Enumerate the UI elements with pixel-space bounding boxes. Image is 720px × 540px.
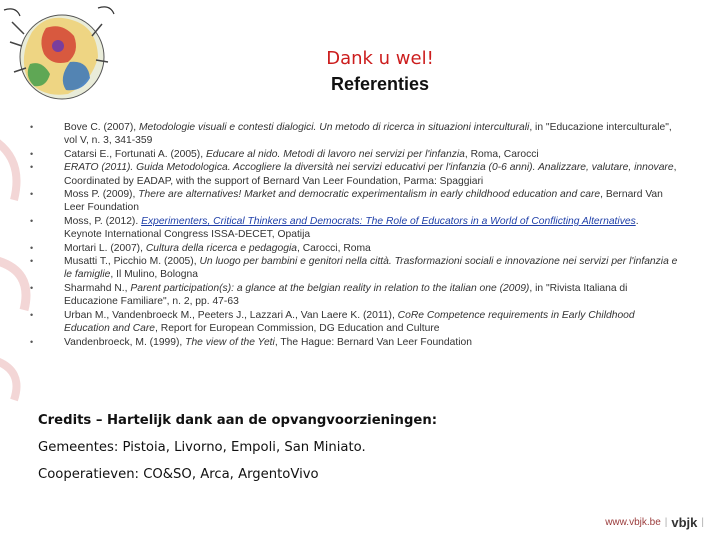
- footer-brand-logo: vbjk: [671, 515, 698, 530]
- bullet-icon: •: [30, 162, 34, 173]
- bullet-icon: •: [30, 282, 34, 293]
- colorful-logo-image: [2, 2, 120, 112]
- bullet-icon: •: [30, 256, 34, 267]
- reference-item: [30, 309, 678, 336]
- reference-details: , Roma, Carocci: [464, 148, 539, 160]
- reference-title: Parent participation(s): a glance at the belgian reality in relation to the italian one (2009): [130, 282, 530, 294]
- credits-section: [38, 412, 638, 493]
- bullet-icon: •: [30, 148, 34, 159]
- slide-subtitle-references: Referenties: [330, 74, 430, 94]
- reference-title: Metodologie visuali e contesti dialogici. Un metodo di ricerca in situazioni interculturali: [138, 122, 530, 133]
- reference-details: . Keynote International Congress ISSA-DECET, Opatija: [64, 215, 639, 241]
- reference-details: , Report for European Commission, DG Education and Culture: [155, 323, 440, 335]
- reference-details: , Il Mulino, Bologna: [110, 269, 198, 281]
- bullet-icon: •: [30, 336, 34, 347]
- reference-details: , in "Educazione interculturale", vol V, n. 3, 341-359: [64, 122, 672, 147]
- reference-item: [30, 121, 678, 148]
- reference-details: , The Hague: Bernard Van Leer Foundation: [274, 336, 472, 348]
- reference-item: [30, 282, 678, 309]
- reference-link[interactable]: Experimenters, Critical Thinkers and Democrats: The Role of Educators in a World of Conflicting Alternatives: [141, 215, 636, 227]
- reference-item: [30, 242, 678, 255]
- reference-title: Un luogo per bambini e genitori nella città. Trasformazioni sociali e innovazione nei servizi per l'infanzia e le famiglie: [64, 256, 678, 281]
- reference-authors: Vandenbroeck, M. (1999),: [64, 336, 186, 348]
- reference-authors: Sharmahd N.,: [64, 282, 131, 294]
- reference-authors: Mortari L. (2007),: [64, 242, 146, 254]
- reference-authors: Musatti T., Picchio M. (2005),: [64, 256, 200, 268]
- credits-municipalities: Gemeentes: Pistoia, Livorno, Empoli, San Miniato.: [38, 440, 366, 455]
- bullet-icon: •: [30, 189, 34, 200]
- reference-item: [30, 148, 678, 161]
- reference-details: , Carocci, Roma: [296, 242, 371, 254]
- references-list: [30, 121, 678, 349]
- reference-title: ERATO (2011). Guida Metodologica. Accogliere la diversità nei servizi educativi per l'infanzia (0-6 anni). Analizzare, valutare, innovare: [64, 162, 674, 174]
- reference-details: , Bernard Van Leer Foundation: [64, 189, 663, 214]
- reference-title: CoRe Competence requirements in Early Childhood Education and Care: [64, 309, 635, 335]
- reference-item: [30, 215, 678, 242]
- footer-separator: |: [664, 517, 668, 528]
- reference-title: There are alternatives! Market and democratic experimentalism in early childhood education and care: [138, 189, 601, 201]
- reference-item: [30, 161, 678, 188]
- footer-branding: [605, 515, 704, 530]
- reference-title: Educare al nido. Metodi di lavoro nei servizi per l'infanzia: [205, 148, 465, 160]
- credits-heading: Credits – Hartelijk dank aan de opvangvoorzieningen:: [38, 413, 437, 428]
- reference-item: [30, 255, 678, 282]
- bullet-icon: •: [30, 215, 34, 226]
- reference-authors: Urban M., Vandenbroeck M., Peeters J., Lazzari A., Van Laere K. (2011),: [64, 309, 398, 321]
- footer-separator: |: [701, 517, 704, 528]
- reference-title: The view of the Yeti: [185, 336, 275, 348]
- reference-details: , Coordinated by EADAP, with the support of Bernard Van Leer Foundation, Parma: Spaggiari: [64, 162, 677, 187]
- credits-cooperatives: Cooperatieven: CO&SO, Arca, ArgentoVivo: [38, 467, 319, 482]
- reference-authors: Moss P. (2009),: [64, 189, 139, 201]
- bullet-icon: •: [30, 309, 34, 320]
- reference-item: [30, 188, 678, 215]
- reference-authors: Bove C. (2007),: [64, 122, 139, 133]
- bullet-icon: •: [30, 242, 34, 253]
- reference-title: Cultura della ricerca e pedagogia: [145, 242, 297, 254]
- footer-url[interactable]: www.vbjk.be: [605, 517, 661, 528]
- reference-item: [30, 336, 678, 349]
- reference-authors: Moss, P. (2012).: [64, 215, 142, 227]
- reference-details: , in "Rivista Italiana di Educazione Familiare", n. 2, pp. 47-63: [64, 282, 628, 308]
- reference-authors: Catarsi E., Fortunati A. (2005),: [64, 148, 206, 160]
- slide-title-thanks: Dank u wel!: [326, 48, 434, 69]
- bullet-icon: •: [30, 122, 34, 132]
